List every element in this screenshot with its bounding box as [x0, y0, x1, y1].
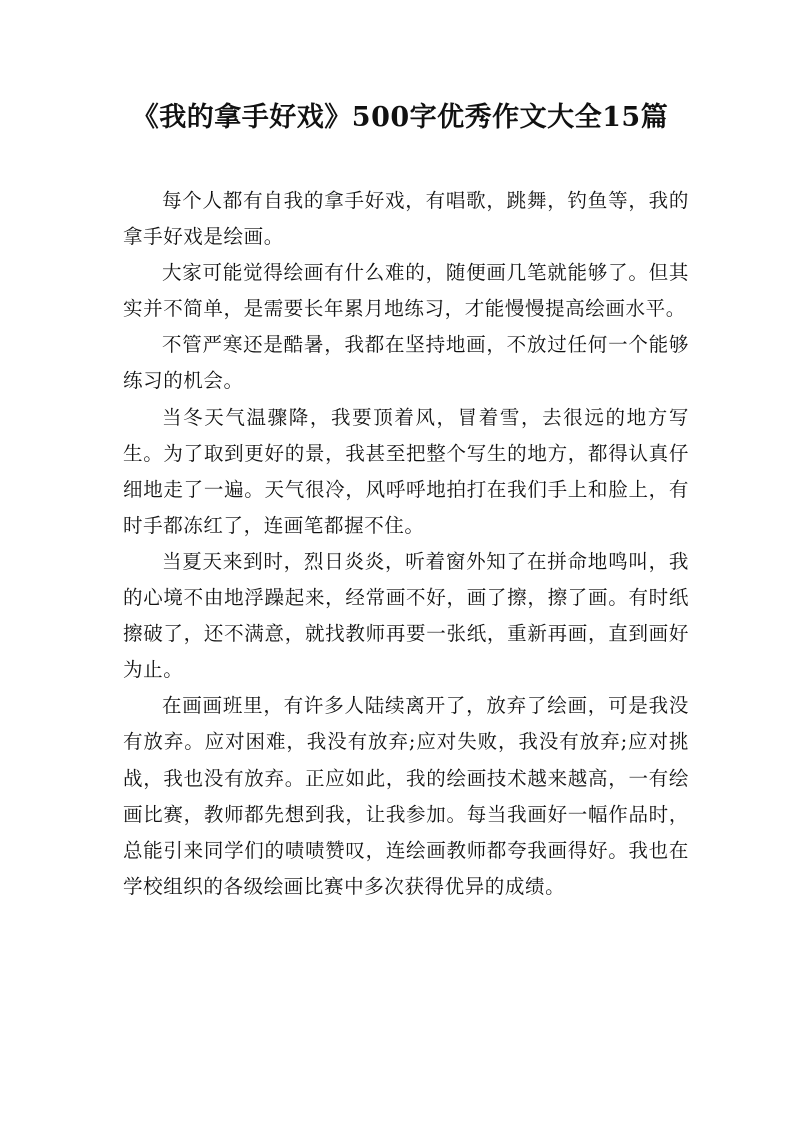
document-title: 《我的拿手好戏》500字优秀作文大全15篇	[131, 102, 669, 133]
paragraph: 大家可能觉得绘画有什么难的，随便画几笔就能够了。但其实并不简单，是需要长年累月地练习，才能慢慢提高绘画水平。	[123, 261, 689, 321]
document-body	[123, 183, 689, 905]
paragraph: 每个人都有自我的拿手好戏，有唱歌，跳舞，钓鱼等，我的拿手好戏是绘画。	[123, 189, 689, 249]
paragraph: 不管严寒还是酷暑，我都在坚持地画，不放过任何一个能够练习的机会。	[123, 333, 689, 393]
paragraph: 当冬天气温骤降，我要顶着风，冒着雪，去很远的地方写生。为了取到更好的景，我甚至把整个写生的地方，都得认真仔细地走了一遍。天气很冷，风呼呼地拍打在我们手上和脸上，有时手都冻红了，连画笔都握不住。	[123, 405, 689, 537]
paragraph: 在画画班里，有许多人陆续离开了，放弃了绘画，可是我没有放弃。应对困难，我没有放弃;应对失败，我没有放弃;应对挑战，我也没有放弃。正应如此，我的绘画技术越来越高，一有绘画比赛，教师都先想到我，让我参加。每当我画好一幅作品时，总能引来同学们的啧啧赞叹，连绘画教师都夸我画得好。我也在学校组织的各级绘画比赛中多次获得优异的成绩。	[123, 694, 689, 898]
paragraph: 当夏天来到时，烈日炎炎，听着窗外知了在拼命地鸣叫，我的心境不由地浮躁起来，经常画不好，画了擦，擦了画。有时纸擦破了，还不满意，就找教师再要一张纸，重新再画，直到画好为止。	[123, 549, 689, 682]
